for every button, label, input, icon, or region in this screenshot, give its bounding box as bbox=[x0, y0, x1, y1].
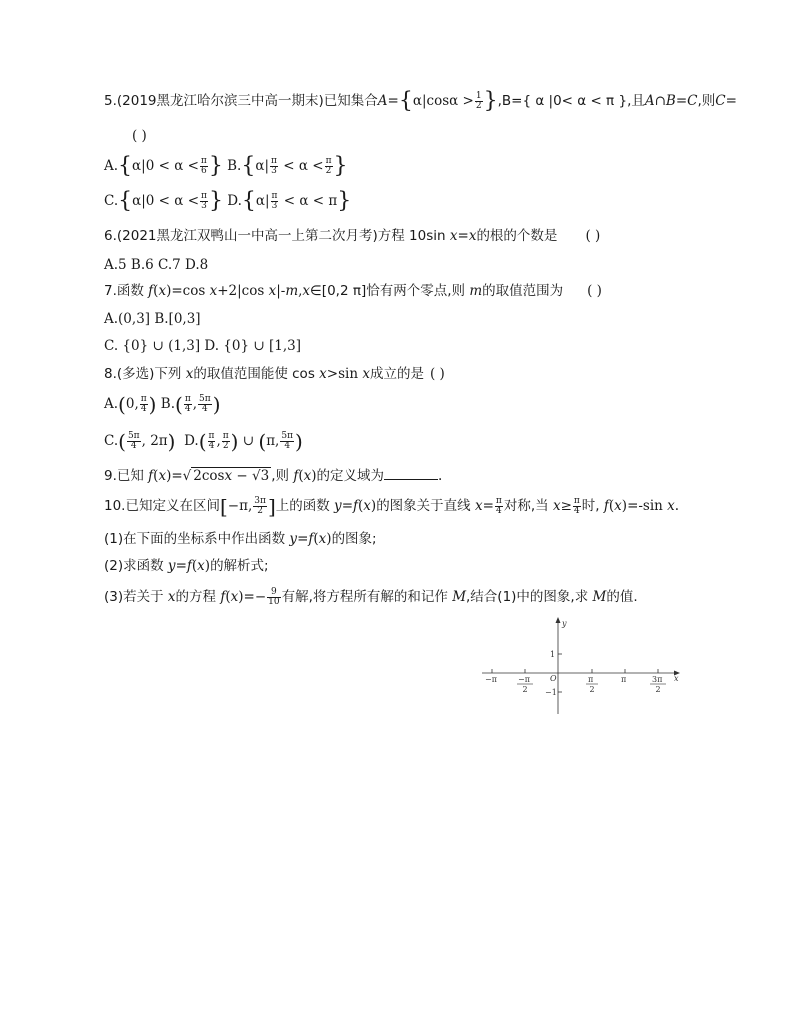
y-tick-neg-1: −1 bbox=[545, 688, 557, 697]
question-9: 9.已知 f(x)=√ 2cosx − √3 ,则 f(x)的定义域为 . bbox=[104, 468, 443, 484]
question-10: 10.已知定义在区间[−π, $\frac{3\pi}{2}$ ]上的函数 y=f(x)的图象关于直线 x= $\frac{\pi}{4}$ 对称,当 x≥ $\frac{\pi}{4}$ 时, f(x)=-sin x. bbox=[104, 494, 680, 519]
coordinate-axes-figure bbox=[478, 614, 688, 718]
x-tick-neg-half-pi-den: 2 bbox=[522, 685, 528, 694]
question-5-options-cd: C.{α|0 < α < $\frac{\pi}{3}$ } D.{α| $\frac{\pi}{3}$ < α < π} bbox=[104, 188, 352, 214]
y-axis-label: y bbox=[562, 619, 567, 628]
x-tick-neg-half-pi-num: −π bbox=[518, 675, 530, 684]
x-axis-label: x bbox=[674, 674, 679, 683]
y-axis-arrow bbox=[556, 617, 561, 623]
question-5-answer-paren: ( ) bbox=[132, 128, 147, 144]
question-7-options-cd: C. {0} ∪ (1,3] D. {0} ∪ [1,3] bbox=[104, 338, 301, 354]
fraction: $\frac{1}{2}$ bbox=[475, 91, 482, 111]
y-tick-1: 1 bbox=[550, 650, 556, 659]
x-tick-neg-pi: −π bbox=[485, 675, 497, 684]
question-5-options-ab: A.{α|0 < α < $\frac{\pi}{6}$ } B.{α| $\frac{\pi}{3}$ < α < $\frac{\pi}{2}$ } bbox=[104, 153, 348, 179]
question-7-options-ab: A.(0,3] B.[0,3] bbox=[104, 311, 201, 327]
question-8: 8.(多选)下列 x的取值范围能使 cos x>sin x成立的是 ( ) bbox=[104, 366, 445, 382]
question-6: 6.(2021黑龙江双鸭山一中高一上第二次月考)方程 10sin x=x的根的个数是 ( ) bbox=[104, 228, 601, 244]
x-tick-half-pi-den: 2 bbox=[589, 685, 595, 694]
question-7: 7.函数 f(x)=cos x+2|cos x|-m,x∈[0,2 π]恰有两个零点,则 m的取值范围为 ( ) bbox=[104, 283, 602, 299]
x-tick-three-half-pi-num: 3π bbox=[652, 675, 663, 684]
question-5: 5.(2019黑龙江哈尔滨三中高一期末)已知集合A={α|cosα > $\frac{1}{2}$ },B={ α |0< α < π },且A∩B=C,则C= bbox=[104, 88, 737, 114]
question-8-options-cd: C.( $\frac{5\pi}{4}$ , 2π) D.( $\frac{\pi}{4}$ , $\frac{\pi}{2}$ ) ∪ (π, $\frac{5\pi}{4}$ ) bbox=[104, 429, 303, 454]
x-tick-pi: π bbox=[621, 675, 627, 684]
x-tick-half-pi-num: π bbox=[588, 675, 594, 684]
question-10-part-1: (1)在下面的坐标系中作出函数 y=f(x)的图象; bbox=[104, 531, 377, 547]
question-6-options: A.5 B.6 C.7 D.8 bbox=[104, 257, 209, 273]
x-tick-three-half-pi-den: 2 bbox=[655, 685, 661, 694]
question-10-part-3: (3)若关于 x的方程 f(x)=− $\frac{9}{10}$ 有解,将方程所有解的和记作 M,结合(1)中的图象,求 M的值. bbox=[104, 587, 638, 607]
answer-blank bbox=[384, 467, 438, 480]
question-10-part-2: (2)求函数 y=f(x)的解析式; bbox=[104, 558, 269, 574]
origin-label: O bbox=[550, 674, 557, 683]
question-8-options-ab: A.(0, $\frac{\pi}{4}$ ) B.( $\frac{\pi}{4}$ , $\frac{5\pi}{4}$ ) bbox=[104, 392, 221, 417]
